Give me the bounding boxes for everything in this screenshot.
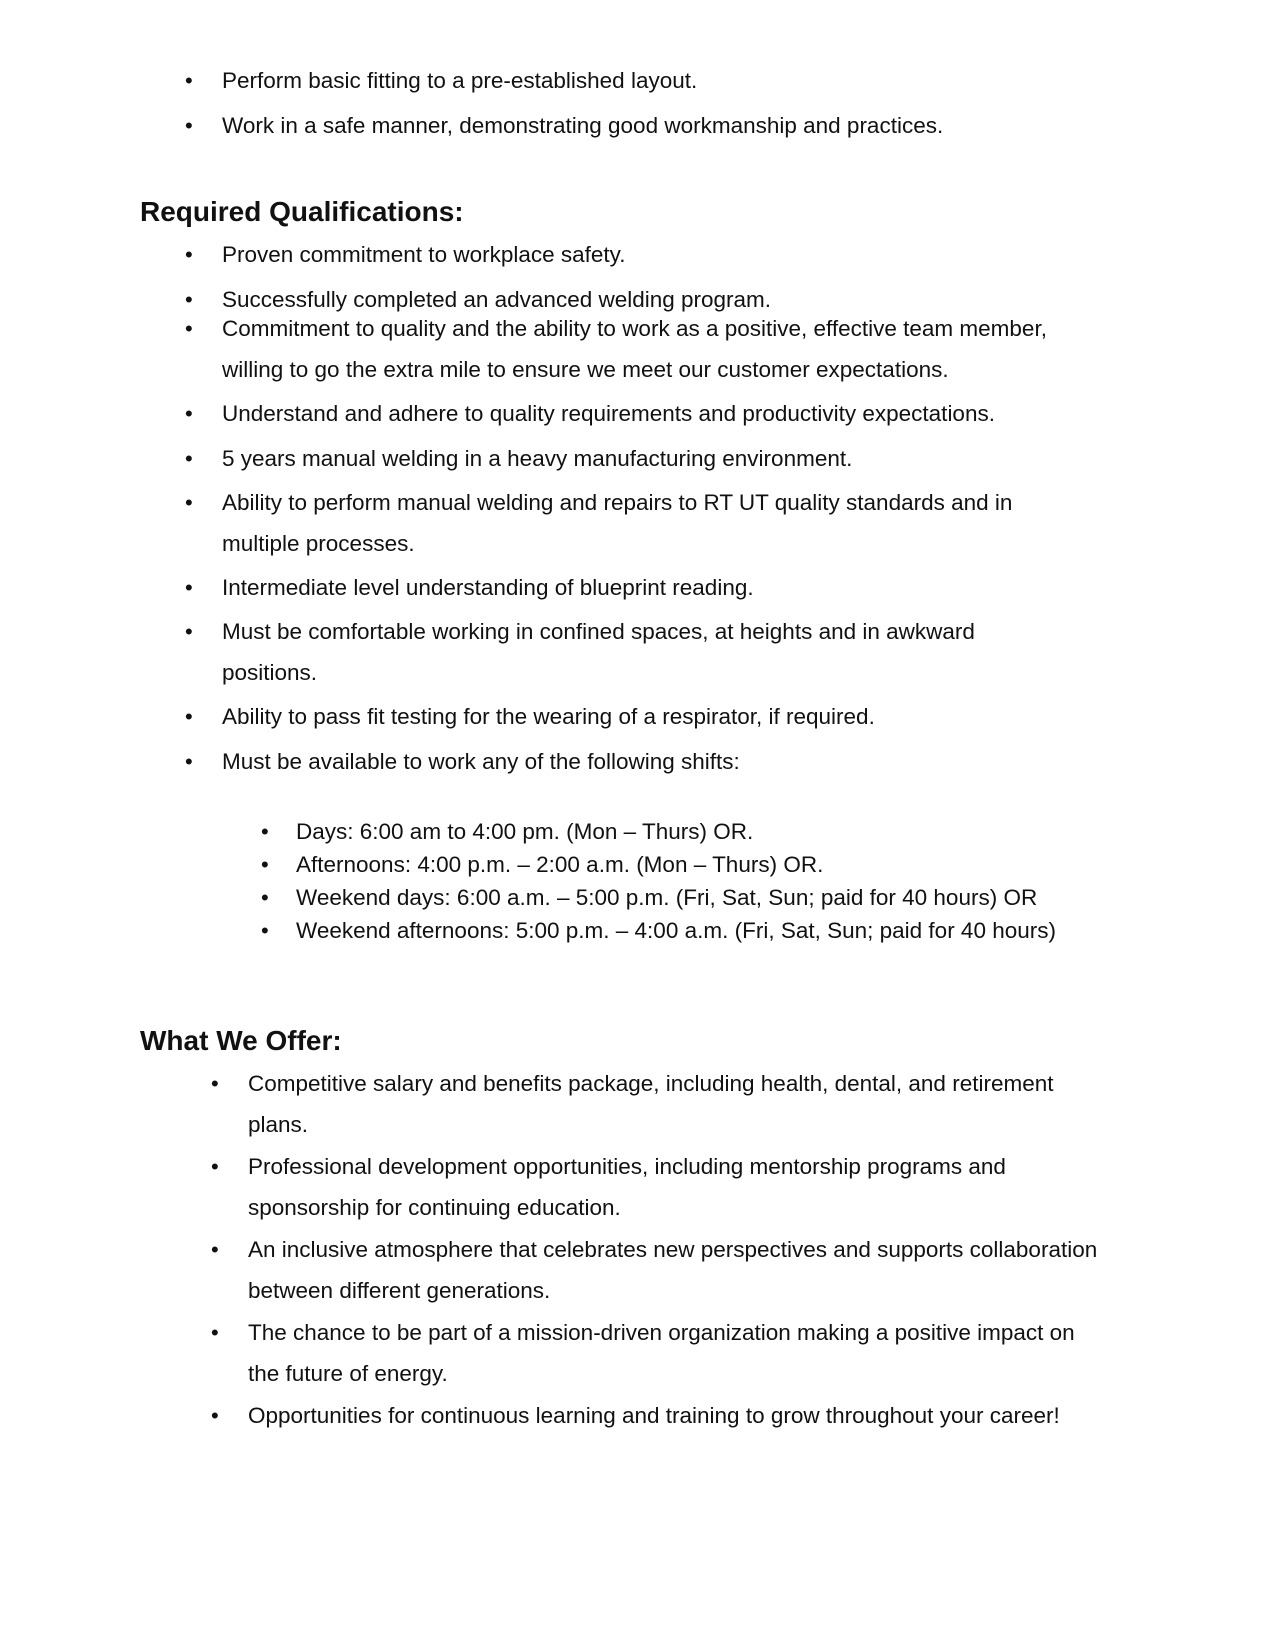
shifts-list [261, 815, 1106, 947]
list-item: • 5 years manual welding in a heavy manufacturing environment. [222, 437, 1062, 480]
bullet-icon: • [185, 490, 193, 515]
list-item: • Professional development opportunities, including mentorship programs and sponsorship for continuing education. [248, 1146, 1098, 1228]
list-item: • Successfully completed an advanced welding program. [222, 278, 1062, 321]
bullet-icon: • [185, 242, 193, 267]
top-bullet-list [185, 59, 1122, 149]
bullet-icon: • [185, 401, 193, 426]
bullet-icon: • [185, 704, 193, 729]
list-item: • An inclusive atmosphere that celebrates new perspectives and supports collaboration between different generations. [248, 1229, 1098, 1311]
bullet-icon: • [211, 1071, 219, 1096]
list-item: • Proven commitment to workplace safety. [222, 233, 1062, 276]
bullet-icon: • [261, 852, 269, 877]
bullet-icon: • [261, 885, 269, 910]
bullet-icon: • [185, 316, 193, 341]
list-item: • Weekend afternoons: 5:00 p.m. – 4:00 a.m. (Fri, Sat, Sun; paid for 40 hours) [296, 914, 1056, 947]
bullet-icon: • [261, 819, 269, 844]
qualifications-list [185, 233, 1062, 785]
list-item: • Ability to perform manual welding and repairs to RT UT quality standards and in multiple processes. [222, 482, 1062, 564]
list-item: • Understand and adhere to quality requirements and productivity expectations. [222, 392, 1062, 435]
list-item: • Perform basic fitting to a pre-established layout. [222, 59, 1122, 102]
bullet-icon: • [185, 446, 193, 471]
list-item: • Opportunities for continuous learning and training to grow throughout your career! [248, 1395, 1098, 1436]
list-item: • Days: 6:00 am to 4:00 pm. (Mon – Thurs) OR. [296, 815, 1106, 848]
list-item: • Must be available to work any of the following shifts: [222, 740, 1062, 783]
list-item: • The chance to be part of a mission-driven organization making a positive impact on the future of energy. [248, 1312, 1098, 1394]
offer-list [211, 1063, 1098, 1437]
bullet-icon: • [211, 1154, 219, 1179]
bullet-icon: • [185, 575, 193, 600]
list-item: • Must be comfortable working in confined spaces, at heights and in awkward positions. [222, 611, 1062, 693]
list-item: • Ability to pass fit testing for the wearing of a respirator, if required. [222, 695, 1062, 738]
bullet-icon: • [185, 68, 193, 93]
bullet-icon: • [211, 1403, 219, 1428]
bullet-icon: • [185, 619, 193, 644]
bullet-icon: • [211, 1320, 219, 1345]
list-item: • Competitive salary and benefits package, including health, dental, and retirement plans. [248, 1063, 1098, 1145]
list-item: • Work in a safe manner, demonstrating good workmanship and practices. [222, 104, 1122, 147]
list-item: • Intermediate level understanding of blueprint reading. [222, 566, 1062, 609]
bullet-icon: • [261, 918, 269, 943]
bullet-icon: • [185, 749, 193, 774]
list-item: • Commitment to quality and the ability to work as a positive, effective team member, willing to go the extra mile to ensure we meet our customer expectations. [222, 308, 1062, 390]
qualifications-heading: Required Qualifications: [140, 196, 464, 227]
offer-heading: What We Offer: [140, 1025, 342, 1056]
bullet-icon: • [211, 1237, 219, 1262]
list-item: • Weekend days: 6:00 a.m. – 5:00 p.m. (Fri, Sat, Sun; paid for 40 hours) OR [296, 881, 1106, 914]
bullet-icon: • [185, 113, 193, 138]
list-item: • Afternoons: 4:00 p.m. – 2:00 a.m. (Mon – Thurs) OR. [296, 848, 1106, 881]
bullet-icon: • [185, 287, 193, 312]
